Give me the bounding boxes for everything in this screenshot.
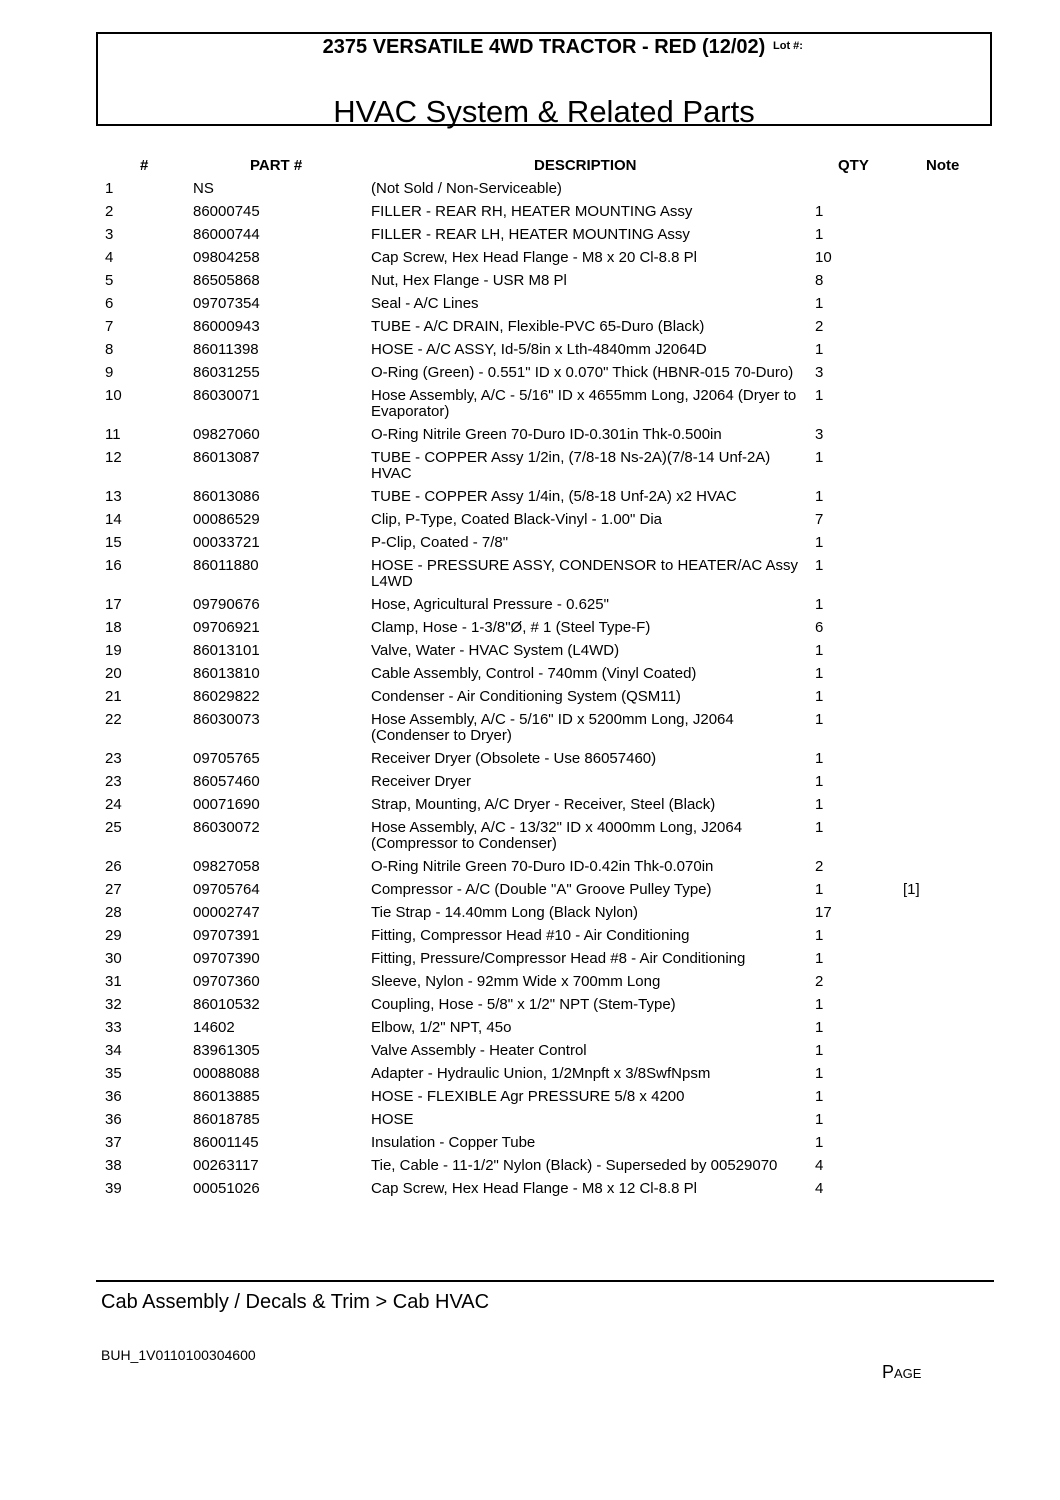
part-number: 86011398 bbox=[193, 341, 259, 358]
part-number: 86057460 bbox=[193, 773, 260, 790]
part-number-index: 10 bbox=[105, 387, 122, 404]
part-number: 86000744 bbox=[193, 226, 260, 243]
part-number-index: 20 bbox=[105, 665, 122, 682]
part-quantity: 1 bbox=[815, 796, 824, 813]
table-row bbox=[0, 447, 1060, 486]
part-number-index: 12 bbox=[105, 449, 122, 466]
part-number-index: 18 bbox=[105, 619, 122, 636]
table-row bbox=[0, 224, 1060, 247]
footer-divider bbox=[96, 1280, 994, 1282]
part-quantity: 2 bbox=[815, 858, 824, 875]
part-number-index: 28 bbox=[105, 904, 122, 921]
lot-number-label: Lot #: bbox=[773, 40, 803, 52]
column-header-part: PART # bbox=[250, 157, 303, 174]
part-number: 86013101 bbox=[193, 642, 260, 659]
part-number-index: 23 bbox=[105, 773, 122, 790]
part-number-index: 26 bbox=[105, 858, 122, 875]
part-number: 83961305 bbox=[193, 1042, 260, 1059]
table-row bbox=[0, 362, 1060, 385]
table-row bbox=[0, 424, 1060, 447]
table-row bbox=[0, 247, 1060, 270]
part-number-index: 6 bbox=[105, 295, 114, 312]
part-description: TUBE - A/C DRAIN, Flexible-PVC 65-Duro (Black) bbox=[371, 318, 705, 335]
part-number-index: 37 bbox=[105, 1134, 122, 1151]
table-row bbox=[0, 994, 1060, 1017]
part-number: 09705764 bbox=[193, 881, 260, 898]
part-number-index: 9 bbox=[105, 364, 114, 381]
part-number: 86030073 bbox=[193, 711, 260, 728]
part-number: 09707360 bbox=[193, 973, 260, 990]
document-title: 2375 VERSATILE 4WD TRACTOR - RED (12/02) bbox=[322, 36, 766, 58]
column-header-qty: QTY bbox=[838, 157, 869, 174]
part-quantity: 1 bbox=[815, 295, 824, 312]
part-description: Sleeve, Nylon - 92mm Wide x 700mm Long bbox=[371, 973, 661, 990]
table-row bbox=[0, 902, 1060, 925]
part-description: O-Ring (Green) - 0.551" ID x 0.070" Thick (HBNR-015 70-Duro) bbox=[371, 364, 794, 381]
part-number: 09827058 bbox=[193, 858, 260, 875]
table-row bbox=[0, 856, 1060, 879]
part-number: 09707391 bbox=[193, 927, 260, 944]
part-quantity: 3 bbox=[815, 364, 824, 381]
part-description: Seal - A/C Lines bbox=[371, 295, 479, 312]
part-number-index: 36 bbox=[105, 1111, 122, 1128]
part-quantity: 1 bbox=[815, 1088, 824, 1105]
part-quantity: 6 bbox=[815, 619, 824, 636]
part-quantity: 1 bbox=[815, 711, 824, 728]
part-number-index: 32 bbox=[105, 996, 122, 1013]
part-number-index: 21 bbox=[105, 688, 122, 705]
part-quantity: 7 bbox=[815, 511, 824, 528]
column-header-number: # bbox=[140, 157, 149, 174]
part-number: 86030071 bbox=[193, 387, 260, 404]
part-description: Hose Assembly, A/C - 5/16" ID x 4655mm Long, J2064 (Dryer to Evaporator) bbox=[371, 387, 797, 420]
part-number-index: 16 bbox=[105, 557, 122, 574]
table-row bbox=[0, 1063, 1060, 1086]
table-row bbox=[0, 293, 1060, 316]
part-number: 86010532 bbox=[193, 996, 260, 1013]
part-number-index: 23 bbox=[105, 750, 122, 767]
table-row bbox=[0, 663, 1060, 686]
part-number-index: 15 bbox=[105, 534, 122, 551]
part-number: 86030072 bbox=[193, 819, 260, 836]
table-row bbox=[0, 686, 1060, 709]
part-description: TUBE - COPPER Assy 1/4in, (5/8-18 Unf-2A) x2 HVAC bbox=[371, 488, 737, 505]
part-quantity: 1 bbox=[815, 1134, 824, 1151]
part-number: 00051026 bbox=[193, 1180, 260, 1197]
part-quantity: 1 bbox=[815, 449, 824, 466]
part-description: HOSE - A/C ASSY, Id-5/8in x Lth-4840mm J2064D bbox=[371, 341, 707, 358]
part-description: Cap Screw, Hex Head Flange - M8 x 12 Cl-8.8 Pl bbox=[371, 1180, 697, 1197]
part-number: 09827060 bbox=[193, 426, 260, 443]
part-quantity: 2 bbox=[815, 973, 824, 990]
part-quantity: 1 bbox=[815, 688, 824, 705]
part-number: 86013885 bbox=[193, 1088, 260, 1105]
part-quantity: 1 bbox=[815, 387, 824, 404]
table-row bbox=[0, 201, 1060, 224]
part-number: 09804258 bbox=[193, 249, 260, 266]
table-row bbox=[0, 709, 1060, 748]
part-quantity: 1 bbox=[815, 773, 824, 790]
table-row bbox=[0, 1017, 1060, 1040]
part-description: Valve Assembly - Heater Control bbox=[371, 1042, 587, 1059]
part-description: P-Clip, Coated - 7/8" bbox=[371, 534, 509, 551]
table-row bbox=[0, 879, 1060, 902]
part-description: Nut, Hex Flange - USR M8 Pl bbox=[371, 272, 567, 289]
part-number-index: 17 bbox=[105, 596, 122, 613]
part-number-index: 29 bbox=[105, 927, 122, 944]
part-quantity: 1 bbox=[815, 226, 824, 243]
part-number: 00002747 bbox=[193, 904, 260, 921]
part-number: 14602 bbox=[193, 1019, 235, 1036]
part-description: Receiver Dryer bbox=[371, 773, 472, 790]
part-description: Tie Strap - 14.40mm Long (Black Nylon) bbox=[371, 904, 639, 921]
part-description: Strap, Mounting, A/C Dryer - Receiver, Steel (Black) bbox=[371, 796, 716, 813]
part-number-index: 34 bbox=[105, 1042, 122, 1059]
table-row bbox=[0, 532, 1060, 555]
part-description: (Not Sold / Non-Serviceable) bbox=[371, 180, 562, 197]
part-description: Fitting, Compressor Head #10 - Air Conditioning bbox=[371, 927, 690, 944]
breadcrumb: Cab Assembly / Decals & Trim > Cab HVAC bbox=[101, 1291, 490, 1313]
part-description: FILLER - REAR RH, HEATER MOUNTING Assy bbox=[371, 203, 693, 220]
parts-table bbox=[0, 178, 1060, 1201]
part-description: Insulation - Copper Tube bbox=[371, 1134, 536, 1151]
document-code: BUH_1V0110100304600 bbox=[101, 1347, 256, 1363]
part-description: Clamp, Hose - 1-3/8"Ø, # 1 (Steel Type-F) bbox=[371, 619, 651, 636]
part-number-index: 19 bbox=[105, 642, 122, 659]
part-number-index: 25 bbox=[105, 819, 122, 836]
table-row bbox=[0, 1109, 1060, 1132]
table-row bbox=[0, 594, 1060, 617]
part-number-index: 14 bbox=[105, 511, 122, 528]
table-row bbox=[0, 486, 1060, 509]
part-number-index: 7 bbox=[105, 318, 114, 335]
table-row bbox=[0, 748, 1060, 771]
part-quantity: 1 bbox=[815, 534, 824, 551]
part-number: 86013086 bbox=[193, 488, 260, 505]
part-description: Tie, Cable - 11-1/2" Nylon (Black) - Superseded by 00529070 bbox=[371, 1157, 778, 1174]
table-row bbox=[0, 1040, 1060, 1063]
part-description: O-Ring Nitrile Green 70-Duro ID-0.42in Thk-0.070in bbox=[371, 858, 714, 875]
part-description: TUBE - COPPER Assy 1/2in, (7/8-18 Ns-2A)(7/8-14 Unf-2A) HVAC bbox=[371, 449, 771, 482]
part-note: [1] bbox=[903, 881, 920, 898]
part-quantity: 1 bbox=[815, 996, 824, 1013]
part-number: 86018785 bbox=[193, 1111, 260, 1128]
part-quantity: 1 bbox=[815, 596, 824, 613]
part-description: Elbow, 1/2" NPT, 45o bbox=[371, 1019, 512, 1036]
table-row bbox=[0, 509, 1060, 532]
part-description: Receiver Dryer (Obsolete - Use 86057460) bbox=[371, 750, 657, 767]
part-number: 00033721 bbox=[193, 534, 260, 551]
part-quantity: 1 bbox=[815, 665, 824, 682]
table-row bbox=[0, 316, 1060, 339]
table-row bbox=[0, 794, 1060, 817]
part-quantity: 1 bbox=[815, 557, 824, 574]
part-quantity: 1 bbox=[815, 1042, 824, 1059]
part-number: 09790676 bbox=[193, 596, 260, 613]
part-number: 00071690 bbox=[193, 796, 260, 813]
part-quantity: 1 bbox=[815, 950, 824, 967]
part-quantity: 1 bbox=[815, 1065, 824, 1082]
part-number: 09705765 bbox=[193, 750, 260, 767]
part-number: 86029822 bbox=[193, 688, 260, 705]
part-description: Condenser - Air Conditioning System (QSM11) bbox=[371, 688, 681, 705]
part-quantity: 17 bbox=[815, 904, 832, 921]
header-box bbox=[96, 32, 992, 129]
part-number-index: 11 bbox=[105, 426, 121, 443]
section-title: HVAC System & Related Parts bbox=[333, 94, 755, 129]
part-description: Hose Assembly, A/C - 13/32" ID x 4000mm Long, J2064 (Compressor to Condenser) bbox=[371, 819, 743, 852]
part-number: 86011880 bbox=[193, 557, 259, 574]
part-quantity: 1 bbox=[815, 881, 824, 898]
part-number: 86013810 bbox=[193, 665, 260, 682]
part-description: Valve, Water - HVAC System (L4WD) bbox=[371, 642, 620, 659]
part-description: Hose, Agricultural Pressure - 0.625" bbox=[371, 596, 609, 613]
part-number-index: 27 bbox=[105, 881, 122, 898]
table-row bbox=[0, 771, 1060, 794]
part-description: Fitting, Pressure/Compressor Head #8 - Air Conditioning bbox=[371, 950, 746, 967]
part-quantity: 2 bbox=[815, 318, 824, 335]
part-quantity: 1 bbox=[815, 1111, 824, 1128]
part-number-index: 33 bbox=[105, 1019, 122, 1036]
table-row bbox=[0, 1132, 1060, 1155]
part-description: Adapter - Hydraulic Union, 1/2Mnpft x 3/8SwfNpsm bbox=[371, 1065, 711, 1082]
part-quantity: 1 bbox=[815, 488, 824, 505]
table-row bbox=[0, 178, 1060, 201]
part-number-index: 31 bbox=[105, 973, 122, 990]
part-quantity: 4 bbox=[815, 1157, 824, 1174]
part-description: O-Ring Nitrile Green 70-Duro ID-0.301in Thk-0.500in bbox=[371, 426, 722, 443]
table-row bbox=[0, 640, 1060, 663]
table-row bbox=[0, 339, 1060, 362]
part-quantity: 1 bbox=[815, 1019, 824, 1036]
table-row bbox=[0, 948, 1060, 971]
column-header-description: DESCRIPTION bbox=[534, 157, 637, 174]
part-number: 09706921 bbox=[193, 619, 260, 636]
part-description: HOSE - PRESSURE ASSY, CONDENSOR to HEATER/AC Assy L4WD bbox=[371, 557, 799, 590]
part-number: 86000943 bbox=[193, 318, 260, 335]
part-number: NS bbox=[193, 180, 214, 197]
table-row bbox=[0, 971, 1060, 994]
table-row bbox=[0, 925, 1060, 948]
table-row bbox=[0, 1155, 1060, 1178]
part-number-index: 5 bbox=[105, 272, 114, 289]
part-number-index: 4 bbox=[105, 249, 114, 266]
table-row bbox=[0, 1178, 1060, 1201]
part-quantity: 1 bbox=[815, 819, 824, 836]
table-row bbox=[0, 270, 1060, 293]
table-row bbox=[0, 617, 1060, 640]
part-number-index: 39 bbox=[105, 1180, 122, 1197]
part-number-index: 30 bbox=[105, 950, 122, 967]
part-number-index: 24 bbox=[105, 796, 122, 813]
part-number-index: 35 bbox=[105, 1065, 122, 1082]
page-label: Page bbox=[882, 1362, 922, 1382]
part-number-index: 22 bbox=[105, 711, 122, 728]
part-number: 00088088 bbox=[193, 1065, 260, 1082]
part-description: Hose Assembly, A/C - 5/16" ID x 5200mm Long, J2064 (Condenser to Dryer) bbox=[371, 711, 734, 744]
part-number: 09707354 bbox=[193, 295, 260, 312]
part-number-index: 2 bbox=[105, 203, 114, 220]
part-description: Compressor - A/C (Double "A" Groove Pulley Type) bbox=[371, 881, 712, 898]
column-header-note: Note bbox=[926, 157, 960, 174]
table-row bbox=[0, 817, 1060, 856]
part-quantity: 1 bbox=[815, 642, 824, 659]
part-description: Cap Screw, Hex Head Flange - M8 x 20 Cl-8.8 Pl bbox=[371, 249, 697, 266]
part-description: Cable Assembly, Control - 740mm (Vinyl Coated) bbox=[371, 665, 697, 682]
part-number: 86001145 bbox=[193, 1134, 259, 1151]
part-number: 86000745 bbox=[193, 203, 260, 220]
part-description: FILLER - REAR LH, HEATER MOUNTING Assy bbox=[371, 226, 690, 243]
part-number: 00263117 bbox=[193, 1157, 259, 1174]
table-row bbox=[0, 555, 1060, 594]
part-quantity: 1 bbox=[815, 341, 824, 358]
part-description: HOSE - FLEXIBLE Agr PRESSURE 5/8 x 4200 bbox=[371, 1088, 685, 1105]
part-number: 00086529 bbox=[193, 511, 260, 528]
table-row bbox=[0, 385, 1060, 424]
part-number: 86013087 bbox=[193, 449, 260, 466]
part-number: 86031255 bbox=[193, 364, 260, 381]
part-quantity: 1 bbox=[815, 750, 824, 767]
part-quantity: 1 bbox=[815, 203, 824, 220]
part-number-index: 36 bbox=[105, 1088, 122, 1105]
part-quantity: 4 bbox=[815, 1180, 824, 1197]
part-number-index: 8 bbox=[105, 341, 114, 358]
part-number-index: 1 bbox=[105, 180, 114, 197]
part-description: Clip, P-Type, Coated Black-Vinyl - 1.00" Dia bbox=[371, 511, 663, 528]
part-number-index: 13 bbox=[105, 488, 122, 505]
part-number-index: 3 bbox=[105, 226, 114, 243]
part-description: Coupling, Hose - 5/8" x 1/2" NPT (Stem-Type) bbox=[371, 996, 676, 1013]
table-row bbox=[0, 1086, 1060, 1109]
part-number-index: 38 bbox=[105, 1157, 122, 1174]
part-quantity: 8 bbox=[815, 272, 824, 289]
part-quantity: 3 bbox=[815, 426, 824, 443]
part-quantity: 10 bbox=[815, 249, 832, 266]
part-description: HOSE bbox=[371, 1111, 414, 1128]
part-number: 09707390 bbox=[193, 950, 260, 967]
part-number: 86505868 bbox=[193, 272, 260, 289]
part-quantity: 1 bbox=[815, 927, 824, 944]
